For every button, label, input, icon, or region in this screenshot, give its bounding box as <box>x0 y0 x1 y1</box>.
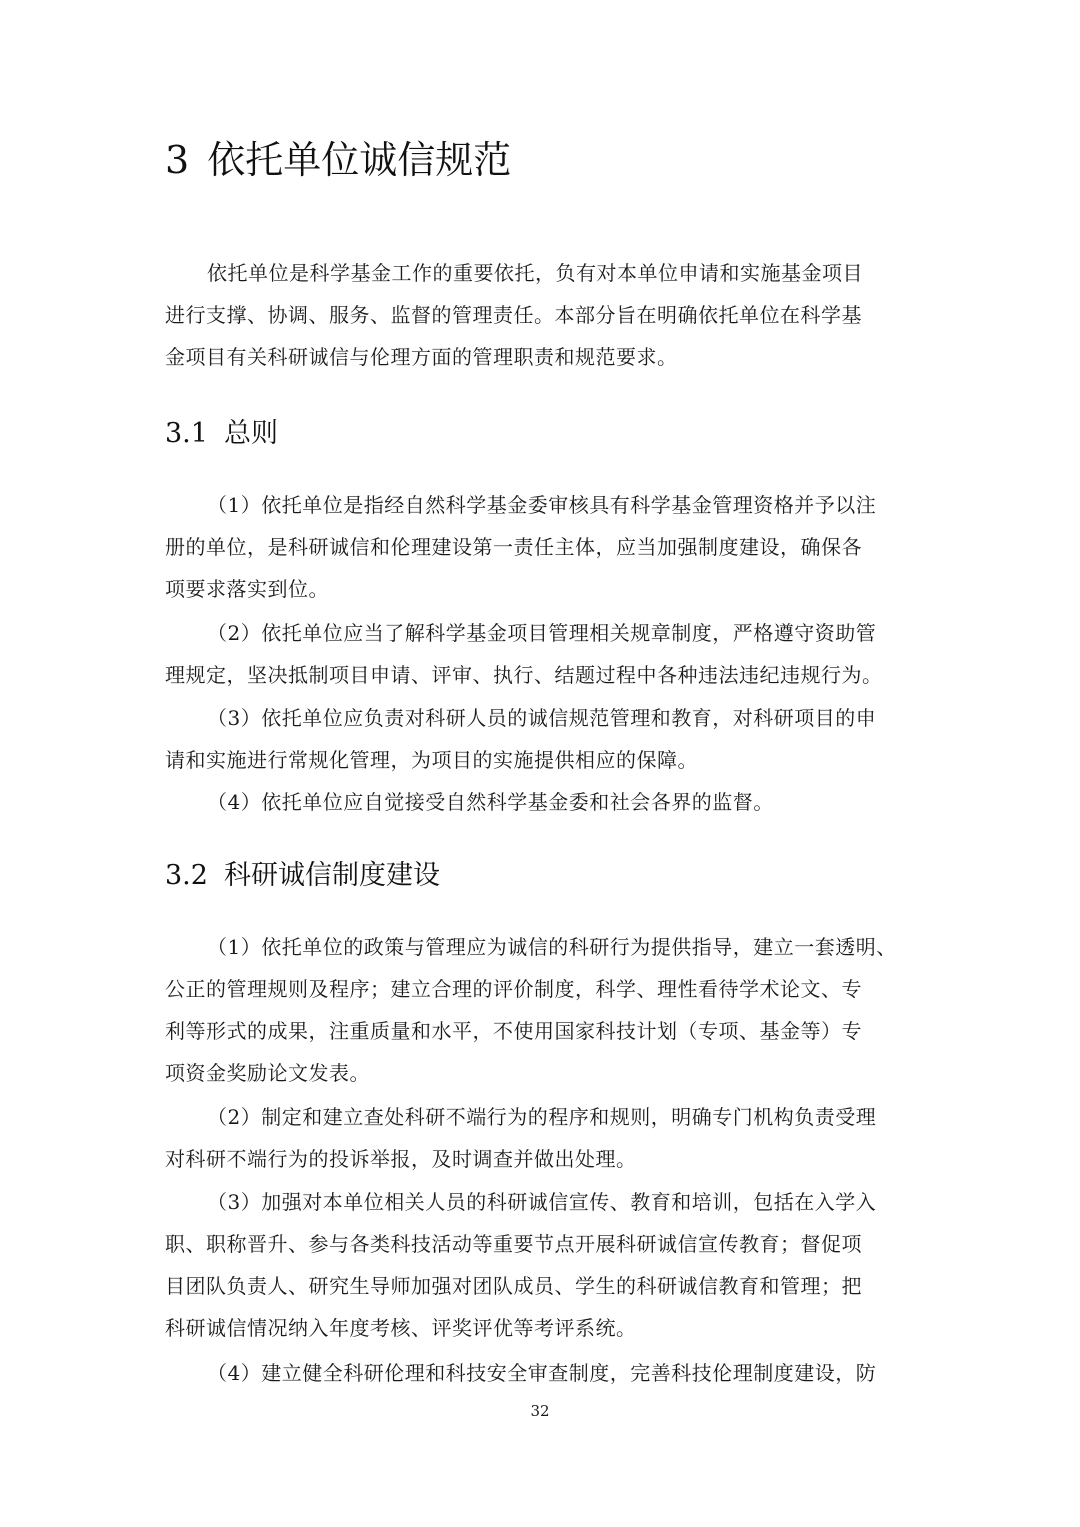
section-3-1-item-1 <box>165 484 917 610</box>
section-number: 3.2 <box>165 860 208 891</box>
paragraph-line: （2）制定和建立查处科研不端行为的程序和规则，明确专门机构负责受理 <box>207 1105 877 1129</box>
section-3-1-item-4 <box>165 781 917 823</box>
paragraph-line: （4）依托单位应自觉接受自然科学基金委和社会各界的监督。 <box>207 790 774 814</box>
paragraph-line: 理规定，坚决抵制项目申请、评审、执行、结题过程中各种违法违纪违规行为。 <box>165 663 883 687</box>
paragraph-line: （1）依托单位是指经自然科学基金委审核具有科学基金管理资格并予以注 <box>207 493 877 517</box>
section-heading-3-2 <box>165 856 440 896</box>
chapter-title: 依托单位诚信规范 <box>207 138 512 182</box>
intro-paragraph <box>165 252 917 378</box>
paragraph-line: 对科研不端行为的投诉举报，及时调查并做出处理。 <box>165 1147 637 1171</box>
chapter-heading <box>165 132 511 188</box>
paragraph-line: 科研诚信情况纳入年度考核、评奖评优等考评系统。 <box>165 1316 637 1340</box>
page-number: 32 <box>530 1402 550 1420</box>
paragraph-line: 职、职称晋升、参与各类科技活动等重要节点开展科研诚信宣传教育；督促项 <box>165 1232 862 1256</box>
paragraph-line: 请和实施进行常规化管理，为项目的实施提供相应的保障。 <box>165 748 698 772</box>
section-3-1-item-2 <box>165 612 917 696</box>
paragraph-line: 利等形式的成果，注重质量和水平，不使用国家科技计划（专项、基金等）专 <box>165 1019 862 1043</box>
paragraph-line: 进行支撑、协调、服务、监督的管理责任。本部分旨在明确依托单位在科学基 <box>165 303 862 327</box>
section-heading-3-1 <box>165 414 278 454</box>
section-3-2-item-4 <box>165 1352 917 1394</box>
paragraph-line: 项资金奖励论文发表。 <box>165 1061 370 1085</box>
section-3-2-item-1 <box>165 926 917 1094</box>
paragraph-line: 项要求落实到位。 <box>165 577 329 601</box>
section-3-2-item-2 <box>165 1096 917 1180</box>
section-3-2-item-3 <box>165 1181 917 1349</box>
chapter-number: 3 <box>165 138 190 182</box>
paragraph-line: 册的单位，是科研诚信和伦理建设第一责任主体，应当加强制度建设，确保各 <box>165 535 862 559</box>
paragraph-line: 依托单位是科学基金工作的重要依托，负有对本单位申请和实施基金项目 <box>207 261 863 285</box>
paragraph-line: （2）依托单位应当了解科学基金项目管理相关规章制度，严格遵守资助管 <box>207 621 877 645</box>
paragraph-line: （3）依托单位应负责对科研人员的诚信规范管理和教育，对科研项目的申 <box>207 706 877 730</box>
section-title: 科研诚信制度建设 <box>223 860 440 891</box>
paragraph-line: 目团队负责人、研究生导师加强对团队成员、学生的科研诚信教育和管理；把 <box>165 1274 862 1298</box>
paragraph-line: （1）依托单位的政策与管理应为诚信的科研行为提供指导，建立一套透明、 <box>207 935 897 959</box>
paragraph-line: （4）建立健全科研伦理和科技安全审查制度，完善科技伦理制度建设，防 <box>207 1361 877 1385</box>
section-title: 总则 <box>223 418 278 449</box>
paragraph-line: （3）加强对本单位相关人员的科研诚信宣传、教育和培训，包括在入学入 <box>207 1190 877 1214</box>
section-number: 3.1 <box>165 418 208 449</box>
paragraph-line: 公正的管理规则及程序；建立合理的评价制度，科学、理性看待学术论文、专 <box>165 977 862 1001</box>
section-3-1-item-3 <box>165 697 917 781</box>
paragraph-line: 金项目有关科研诚信与伦理方面的管理职责和规范要求。 <box>165 345 678 369</box>
